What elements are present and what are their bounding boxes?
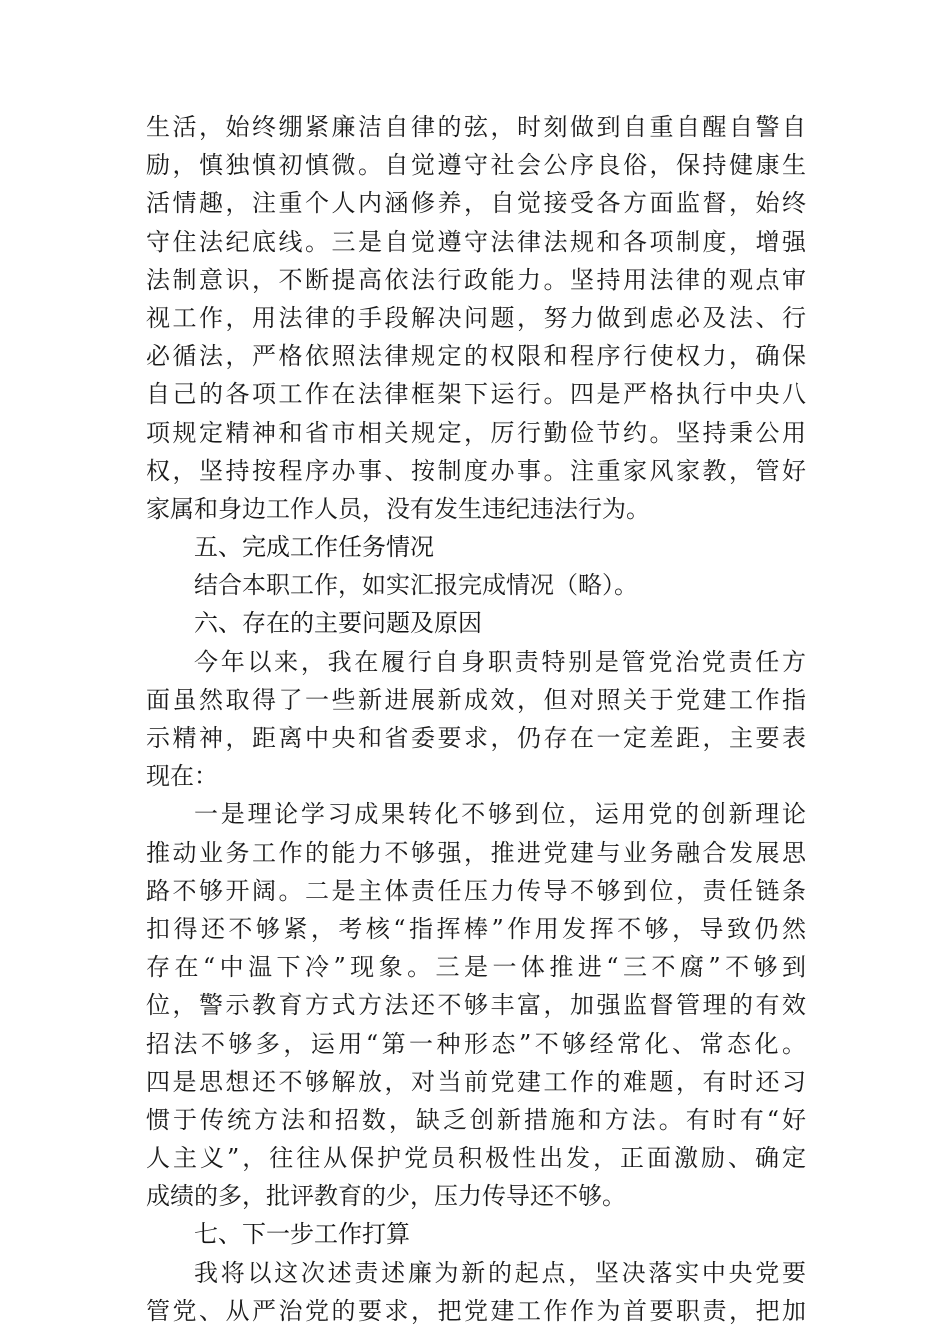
paragraph-task-completion: 结合本职工作，如实汇报完成情况（略）。 xyxy=(194,571,638,600)
section-heading-5: 五、完成工作任务情况 xyxy=(194,533,434,562)
text-line: 励，慎独慎初慎微。自觉遵守社会公序良俗，保持健康生 xyxy=(146,151,806,180)
text-line: 面虽然取得了一些新进展新成效，但对照关于党建工作指 xyxy=(146,685,806,714)
text-line: 成绩的多，批评教育的少，压力传导还不够。 xyxy=(146,1182,626,1211)
paragraph-problems-intro xyxy=(146,643,806,796)
text-line: 自己的各项工作在法律框架下运行。四是严格执行中央八 xyxy=(146,380,806,409)
text-line: 活情趣，注重个人内涵修养，自觉接受各方面监督，始终 xyxy=(146,189,806,218)
text-line: 法制意识，不断提高依法行政能力。坚持用法律的观点审 xyxy=(146,265,806,294)
text-line: 守住法纪底线。三是自觉遵守法律法规和各项制度，增强 xyxy=(146,227,806,256)
text-line: 今年以来，我在履行自身职责特别是管党治党责任方 xyxy=(194,647,806,676)
text-line: 视工作，用法律的手段解决问题，努力做到虑必及法、行 xyxy=(146,303,806,332)
text-line: 家属和身边工作人员，没有发生违纪违法行为。 xyxy=(146,494,650,523)
text-line: 必循法，严格依照法律规定的权限和程序行使权力，确保 xyxy=(146,342,806,371)
text-line: 位，警示教育方式方法还不够丰富，加强监督管理的有效 xyxy=(146,991,806,1020)
paragraph-next-steps xyxy=(146,1254,806,1330)
paragraph-problems-detail xyxy=(146,795,806,1215)
text-line: 项规定精神和省市相关规定，厉行勤俭节约。坚持秉公用 xyxy=(146,418,806,447)
text-line: 一是理论学习成果转化不够到位，运用党的创新理论 xyxy=(194,800,806,829)
text-line: 现在： xyxy=(146,762,218,791)
section-heading-7: 七、下一步工作打算 xyxy=(194,1220,410,1249)
text-line: 管党、从严治党的要求，把党建工作作为首要职责，把加 xyxy=(146,1296,806,1325)
text-line: 存在“中温下冷”现象。三是一体推进“三不腐”不够到 xyxy=(146,953,806,982)
text-line: 权，坚持按程序办事、按制度办事。注重家风家教，管好 xyxy=(146,456,806,485)
text-line: 生活，始终绷紧廉洁自律的弦，时刻做到自重自醒自警自 xyxy=(146,113,806,141)
document-page xyxy=(146,108,806,1330)
section-heading-6: 六、存在的主要问题及原因 xyxy=(194,609,482,638)
text-line: 我将以这次述责述廉为新的起点，坚决落实中央党要 xyxy=(194,1258,806,1287)
text-line: 路不够开阔。二是主体责任压力传导不够到位，责任链条 xyxy=(146,876,806,905)
text-line: 示精神，距离中央和省委要求，仍存在一定差距，主要表 xyxy=(146,724,806,752)
paragraph-discipline xyxy=(146,108,806,528)
text-line: 扣得还不够紧，考核“指挥棒”作用发挥不够，导致仍然 xyxy=(146,914,806,943)
text-line: 招法不够多，运用“第一种形态”不够经常化、常态化。 xyxy=(146,1029,806,1058)
text-line: 人主义”，往往从保护党员积极性出发，正面激励、确定 xyxy=(146,1144,806,1173)
text-line: 惯于传统方法和招数，缺乏创新措施和方法。有时有“好 xyxy=(146,1105,806,1134)
text-line: 四是思想还不够解放，对当前党建工作的难题，有时还习 xyxy=(146,1067,806,1096)
text-line: 推动业务工作的能力不够强，推进党建与业务融合发展思 xyxy=(146,838,806,867)
